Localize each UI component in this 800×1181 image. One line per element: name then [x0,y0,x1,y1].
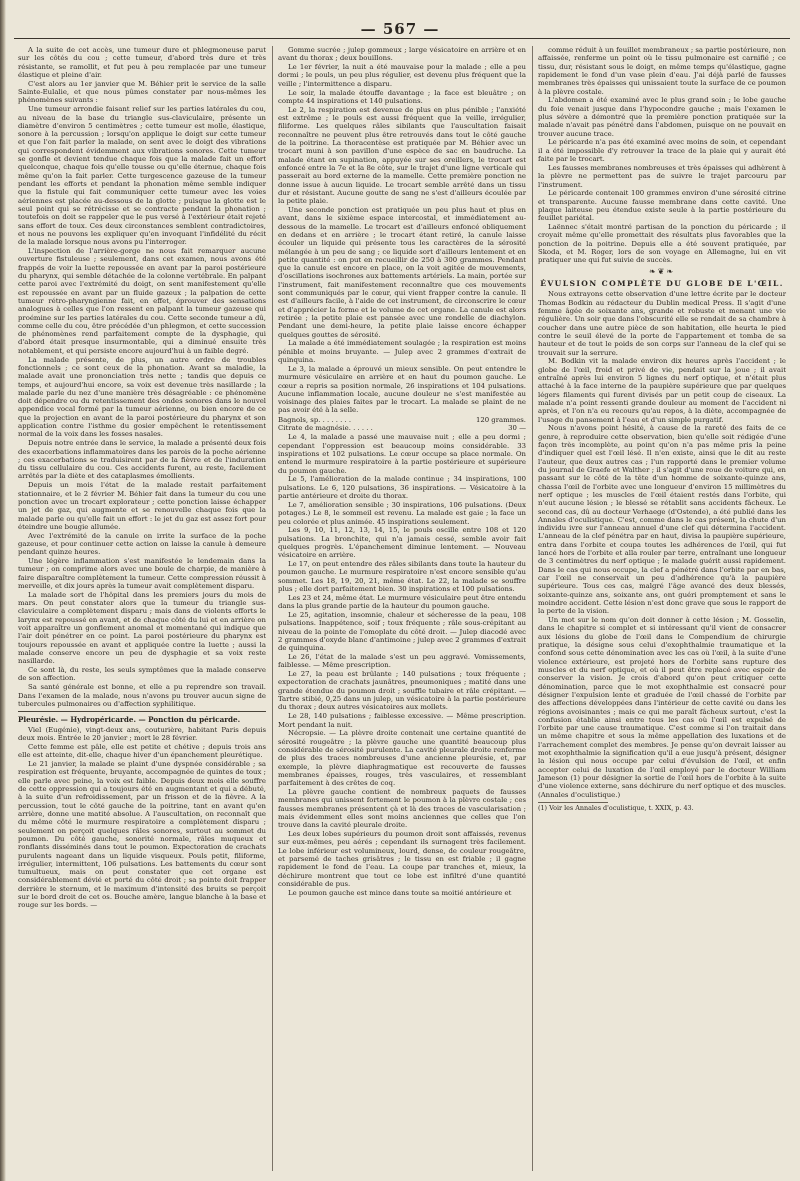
paragraph: Le 1er février, la nuit a été mauvaise pour la malade ; elle a peu dormi ; le pouls, un peu plus régulier, est devenu plus fréquent que la veille ; l'intermittence a disparu. [278,63,526,88]
header-rule [14,38,790,39]
paragraph: Le 4, la malade a passé une mauvaise nuit ; elle a peu dormi ; cependant l'oppression est beaucoup moins considérable. 33 inspirations et 102 pulsations. Le cœur occupe sa place normale. On entend le murmure respiratoire à la partie postérieure et supérieure du poumon gauche. [278,433,526,475]
paragraph: Le péricarde contenait 100 grammes environ d'une sérosité citrine et transparente. Aucune fausse membrane dans cette cavité. Une plaque laiteuse peu étendue existe seule à la partie postérieure du feuillet pariétal. [538,189,786,223]
paragraph: La malade présente, de plus, un autre ordre de troubles fonctionnels ; ce sont ceux de la phonation. Avant sa maladie, la malade avait une prononciation très nette ; tandis que depuis ce temps, et aujourd'hui encore, sa voix est devenue très nasillarde ; la malade parle du nez d'une manière très désagréable : ce phénomène doit dépendre ou du retentissement des ondes sonores dans le nouvel appendice vocal formé par la tumeur aérienne, ou bien encore de ce que la projection en avant de la paroi postérieure du pharynx et son application contre l'isthme du gosier empêchent le retentissement normal de la voix dans les fosses nasales. [18,355,266,439]
section-heading: Pleurésie. — Hydropéricarde. — Ponction du péricarde. [18,715,241,725]
paragraph: Le 5, l'amélioration de la malade continue ; 34 inspirations, 100 pulsations. Le 6, 120 pulsations, 36 inspirations. — Vésicatoire à la partie antérieure et droite du thorax. [278,475,526,501]
column-rule-1 [272,46,273,1171]
paragraph: A la suite de cet accès, une tumeur dure et phlegmoneuse parut sur les côtés du cou ; cette tumeur, d'abord très dure et très résistante, se ramollit, et fut peu à peu remplacée par une tumeur élastique et pleine d'air. [18,46,266,79]
paragraph: comme réduit à un feuillet membraneux ; sa partie postérieure, non affaissée, renferme un point où le tissu pulmonaire est carnifié ; ce tissu, dur, résistant sous le doigt, en même temps qu'élastique, gagne rapidement le fond d'un vase plein d'eau. J'ai déjà parlé de fausses membranes très épaisses qui unissaient toute la surface de ce poumon à la plèvre costale. [538,46,786,96]
paragraph: Nous n'avons point hésité, à cause de la rareté des faits de ce genre, à reproduire cette observation, bien qu'elle soit rédigée d'une façon très incomplète, au point qu'on n'a pas même pris la peine d'indiquer quel est l'œil lésé. Il n'en existe, ainsi que le dit au reste l'auteur, que deux autres cas ; l'un rapporté dans le premier volume du journal de Graefe et Walther ; il s'agit d'une roue de voiture qui, en passant sur le côté de la tête d'un homme de soixante-quinze ans, chassa l'œil de l'orbite avec une longueur d'environ 15 millimètres du nerf optique ; les muscles de l'œil étaient restés dans l'orbite, qui n'eut aucune lésion ; le blessé se rétablit sans accidents fâcheux. Le second cas, dû au docteur Verhaege (d'Ostende), a été publié dans les Annales d'oculistique. C'est, comme dans le cas présent, la chute d'un individu ivre sur l'anneau annuel d'une clef qui détermina l'accident. L'anneau de la clef pénétra par en haut, divisa la paupière supérieure, entra dans l'orbite et coupa toutes les adhérences de l'œil, qui fut lancé hors de l'orbite et alla rouler par terre, entraînant une longueur de 3 centimètres du nerf optique ; le malade guérit aussi rapidement. Dans le cas qui nous occupe, la clef a pénétré dans l'orbite par en bas, car l'œil ne conservait un peu d'adhérence qu'à la paupière supérieure. Tous ces cas, malgré l'âge avancé des deux blessés, soixante-quinze ans, soixante ans, ont guéri promptement et sans le moindre accident. Cette lésion n'est donc grave que sous le rapport de la perte de la vision. [538,424,786,616]
paragraph: Le 17, on peut entendre des râles sibilants dans toute la hauteur du poumon gauche. Le murmure respiratoire n'est encore sensible qu'au sommet. Les 18, 19, 20, 21, même état. Le 22, la malade se souffre plus ; elle dort parfaitement bien. 30 inspirations et 100 pulsations. [278,560,526,593]
paragraph: Une tumeur arrondie faisant relief sur les parties latérales du cou, au niveau de la base du triangle sus-claviculaire, présente un diamètre d'environ 5 centimètres ; cette tumeur est molle, élastique, sonore à la percussion ; lorsqu'on applique le doigt sur cette tumeur et que l'on fait parler la malade, on sent avec le doigt des vibrations qui correspondent évidemment aux vibrations sonores. Cette tumeur se gonfle et devient tendue chaque fois que la malade fait un effort quelconque, chaque fois qu'elle tousse ou qu'elle éternue, chaque fois même qu'on la fait parler. Cette turgescence gazeuse de la tumeur pendant les efforts et pendant la phonation même semble indiquer que la fistule qui fait communiquer cette tumeur avec les voies aériennes est placée au-dessous de la glotte ; puisque la glotte est le seul point qui se rétrécisse et se contracte pendant la phonation ; toutefois on doit se rappeler que le pus versé à l'extérieur était rejeté sans effort de toux. Ces deux circonstances semblent contradictoires, et nous ne pouvons les expliquer qu'en invoquant l'infidélité du récit de la malade lorsque nous avons pu l'interroger. [18,105,266,247]
paragraph: Une seconde ponction est pratiquée un peu plus haut et plus en avant, dans le sixième espace intercostal, et immédiatement au-dessous de la mamelle. Le trocart est d'ailleurs enfoncé obliquement en dedans et en arrière ; le trocart étant retiré, la canule laisse écouler un liquide qui présente tous les caractères de la sérosité mélangée à un peu de sang ; ce liquide sort d'ailleurs lentement et en petite quantité : on put en recueillir de 250 à 300 grammes. Pendant que la canule est encore en place, on la voit agitée de mouvements, d'oscillations isochrones aux battements artériels. La main, portée sur l'instrument, fait manifestement reconnaître que ces mouvements sont communiqués par le cœur, qui vient frapper contre la canule. Il est d'ailleurs facile, à l'aide de cet instrument, de circonscrire le cœur et d'apprécier la forme et le volume de cet organe. La canule est alors retirée ; la petite plaie est pansée avec une rondelle de diachylon. Pendant une demi-heure, la petite plaie laisse encore échapper quelques gouttes de sérosité. [278,205,526,339]
paragraph: Cette femme est pâle, elle est petite et chétive ; depuis trois ans elle est atteinte, dit-elle, chaque hiver d'un épanchement pleurétique. [18,742,266,760]
paragraph: Le 26, l'état de la malade s'est un peu aggravé. Vomissements, faiblesse. — Même prescription. [278,653,526,670]
page-number: — 567 — [360,20,440,38]
paragraph: Les deux lobes supérieurs du poumon droit sont affaissés, revenus sur eux-mêmes, peu aérés ; cependant ils surnagent très facilement. Le lobe inférieur est volumineux, lourd, dense, de couleur rougeâtre, et parsemé de taches grisâtres ; le tissu en est friable ; il gagne rapidement le fond de l'eau. La coupe par tranches et, mieux, la déchirure montrent que tout ce lobe est infiltré d'une quantité considérable de pus. [278,830,526,888]
paragraph: L'inspection de l'arrière-gorge ne nous fait remarquer aucune ouverture fistuleuse ; seulement, dans cet examen, nous avons été frappés de voir la luette repoussée en avant par la paroi postérieure du pharynx, qui semble détachée de la colonne vertébrale. En palpant cette paroi avec l'extrémité du doigt, on sent manifestement qu'elle est repoussée en avant par un fluide gazeux ; la palpation de cette tumeur rétro-pharyngienne fait, en effet, éprouver des sensations analogues à celles que l'on ressent en palpant la tumeur gazeuse qui proémine sur les parties latérales du cou. Cette seconde tumeur a dû, comme celle du cou, être précédée d'un phlegmon, et cette succession de phénomènes rend parfaitement compte de la dysphagie, qui d'abord était presque insurmontable, qui a diminué ensuite très notablement, et qui persiste encore aujourd'hui à un faible degré. [18,247,266,355]
paragraph: Le 28, 140 pulsations ; faiblesse excessive. — Même prescription. Mort pendant la nuit. [278,712,526,729]
paragraph: Les 9, 10, 11, 12, 13, 14, 15, le pouls oscille entre 108 et 120 pulsations. La bronchite, qui n'a jamais cessé, semble avoir fait quelques progrès. L'épanchement diminue lentement. — Nouveau vésicatoire en arrière. [278,526,526,560]
paragraph: Ce sont là, du reste, les seuls symptômes que la malade conserve de son affection. [18,666,266,683]
footnote-rule [538,802,608,803]
column-rule-2 [532,46,533,1171]
article-title: ÉVULSION COMPLÈTE DU GLOBE DE L'ŒIL. [540,279,784,289]
column-1 [18,46,266,910]
paragraph: La malade a été immédiatement soulagée ; la respiration est moins pénible et moins bruyante. — Julep avec 2 grammes d'extrait de quinquina. [278,339,526,365]
column-3 [538,46,786,813]
paragraph: Le 7, amélioration sensible ; 30 inspirations, 106 pulsations. (Deux potages.) Le 8, le sommeil est revenu. La malade est gaie ; la face un peu colorée et plus animée. 45 inspirations seulement. [278,500,526,526]
prescription-qty: 120 grammes. [475,415,526,424]
footnote: (1) Voir les Annales d'oculistique, t. XXIX, p. 43. [538,803,694,812]
prescription-item: Citrate de magnésie. . . . . . [278,424,373,433]
paragraph: Le 3, la malade a éprouvé un mieux sensible. On peut entendre le murmure vésiculaire en arrière et en haut du poumon gauche. Le cœur a repris sa position normale, 26 inspirations et 104 pulsations. Aucune inflammation locale, aucune douleur ne s'est manifestée au voisinage des plaies faites par le trocart. La malade se plaint de ne pas avoir été à la selle. [278,364,526,415]
prescription-table [278,416,526,433]
paragraph: Nous extrayons cette observation d'une lettre écrite par le docteur Thomas Bodkin au rédacteur du Dublin medical Press. Il s'agit d'une femme âgée de soixante ans, grande et robuste et menant une vie régulière. Un soir que dans l'obscurité elle se rendait de sa chambre à coucher dans une autre pièce de son habitation, elle heurta le pied contre le seuil élevé de la porte de l'appartement et tomba de sa hauteur et de tout le poids de son corps sur l'anneau de la clef qui se trouvait sur la serrure. [538,290,786,357]
paragraph: La plèvre gauche contient de nombreux paquets de fausses membranes qui unissent fortement le poumon à la plèvre costale ; ces fausses membranes présentent çà et là des traces de vascularisation ; mais évidemment elles sont moins anciennes que celles que l'on trouve dans la cavité pleurale droite. [278,788,526,830]
paragraph: Le poumon gauche est mince dans toute sa moitié antérieure et [288,888,512,897]
ornament-divider: ❧❦❧ [648,266,676,276]
paragraph: Gomme sucrée ; julep gommeux ; large vésicatoire en arrière et en avant du thorax ; deux bouillons. [278,46,526,63]
paragraph: Viel (Eugénie), vingt-deux ans, couturière, habitant Paris depuis deux mois. Entrée le 20 janvier ; mort le 28 février. [18,725,266,743]
paragraph: Sa santé générale est bonne, et elle a pu reprendre son travail. Dans l'examen de la malade, nous n'avons pu trouver aucun signe de tubercules pulmonaires ou d'affection syphilitique. [18,683,266,708]
prescription-qty: 30 — [508,424,526,433]
paragraph: Le 25, agitation, insomnie, chaleur et sécheresse de la peau, 108 pulsations. Inappétence, soif ; toux fréquente ; râle sous-crépitant au niveau de la pointe de l'omoplate du côté droit. — Julep diacodé avec 2 grammes d'oxyde blanc d'antimoine ; julep avec 2 grammes d'extrait de quinquina. [278,610,526,653]
paragraph: Le 27, la peau est brûlante ; 140 pulsations ; toux fréquente ; expectoration de crachats jaunâtres, pneumoniques ; matité dans une grande étendue du poumon droit ; souffle tubaire et râle crépitant. — Tartre stibié, 0,25 dans un julep, un vésicatoire à la partie postérieure du thorax ; deux autres vésicatoires aux mollets. [278,670,526,712]
paragraph: L'abdomen a été examiné avec le plus grand soin ; le lobe gauche du foie venait jusque dans l'hypocondre gauche ; mais l'examen le plus sévère a démontré que la première ponction pratiquée sur la malade n'avait pas pénétré dans l'abdomen, puisque on ne pouvait en trouver aucune trace. [538,96,786,138]
binding-edge [0,0,6,1181]
paragraph: Depuis notre entrée dans le service, la malade a présenté deux fois des exacerbations inflammatoires dans les parois de la poche aérienne ; ces exacerbations se traduisirent par de la fièvre et de l'induration du tissu cellulaire du cou. Ces accidents furent, au reste, facilement arrêtés par la diète et des cataplasmes émollients. [18,439,266,481]
paragraph: Laënnec s'était montré partisan de la ponction du péricarde ; il croyait même qu'elle promettait des résultats plus favorables que la ponction de la poitrine. Depuis elle a été souvent pratiquée, par Skoda, et M. Roger, lors de son voyage en Allemagne, lui en vit pratiquer une qui fut suivie de succès. [538,223,786,265]
paragraph: Un mot sur le nom qu'on doit donner à cette lésion ; M. Gosselin, dans le chapitre si complet et si intéressant qu'il vient de consacrer aux lésions du globe de l'œil dans le Compendium de chirurgie pratique, la désigne sous celui d'exophthalmie traumatique et la confond sous cette dénomination avec les cas où l'œil, à la suite d'une violence extérieure, est projeté hors de l'orbite sans rupture des muscles et du nerf optique, et où il peut être replacé avec espoir de conserver la vision. Je crois d'abord qu'on peut critiquer cette dénomination, parce que le mot exophthalmie est consacré pour désigner l'expulsion lente et graduée de l'œil chassé de l'orbite par des affections développées dans l'intérieur de cette cavité ou dans les régions avoisinantes ; mais ce qui me paraît fâcheux surtout, c'est la confusion établie ainsi entre tous les cas où l'œil est expulsé de l'orbite par une cause traumatique. C'est comme si l'on traitait dans un même chapitre et sous la même appellation des luxations et de l'arrachement complet des membres. Je pense qu'on devrait laisser au mot exophthalmie la signification qu'il a eue jusqu'à présent, désigner la lésion qui nous occupe par celui d'évulsion de l'œil, et enfin accepter celui de luxation de l'œil employé par le docteur William Jameson (1) pour désigner la sortie de l'œil hors de l'orbite à la suite d'une violence externe, sans déchirure du nerf optique et des muscles. (Annales d'oculistique.) [538,616,786,799]
paragraph: Les fausses membranes nombreuses et très épaisses qui adhèrent à la plèvre ne permettent pas de suivre le trajet parcouru par l'instrument. [538,163,786,189]
paragraph: Le 2, la respiration est devenue de plus en plus pénible ; l'anxiété est extrême ; le pouls est aussi fréquent que la veille, irrégulier, filiforme. Les quelques râles sibilants que l'auscultation faisait reconnaître ne peuvent plus être retrouvés dans tout le côté gauche de la poitrine. La thoracentèse est pratiquée par M. Béhier avec un trocart muni à son pavillon d'une espèce de sac en baudruche. La malade étant en supination, appuyée sur ses oreillers, le trocart est enfoncé entre la 7e et la 8e côte, sur le trajet d'une ligne verticale qui passerait au bord externe de la mamelle. Cette première ponction ne donne issue à aucun liquide. Le trocart semble arrêté dans un tissu dur et résistant. Aucune goutte de sang ne s'est d'ailleurs écoulée par la petite plaie. [278,105,526,206]
paragraph: M. Bodkin vit la malade environ dix heures après l'accident ; le globe de l'œil, froid et privé de vie, pendait sur la joue ; il avait entraîné après lui environ 5 lignes du nerf optique, et n'était plus attaché à la face interne de la paupière supérieure que par quelques légers filaments qui furent divisés par un petit coup de ciseaux. La malade n'a point ressenti grande douleur au moment de l'accident ni après, et l'on n'a eu recours qu'au repos, à la diète, accompagnée de l'usage du pansement à l'eau et d'un simple purgatif. [538,357,786,424]
prescription-row [278,416,526,424]
column-2 [278,46,526,897]
paragraph: Une légère inflammation s'est manifestée le lendemain dans la tumeur ; on comprime alors avec une boule de charpie, de manière à faire disparaître complètement la tumeur. Cette compression réussit à merveille, et dix jours après la tumeur avait complètement disparu. [18,557,266,590]
paragraph: Nécropsie. — La plèvre droite contenait une certaine quantité de sérosité rougeâtre ; la plèvre gauche une quantité beaucoup plus considérable de sérosité purulente. La cavité pleurale droite renferme de plus des traces nombreuses d'une ancienne pleurésie, et, par exemple, la plèvre diaphragmatique est recouverte de fausses membranes épaisses, rouges, très vasculaires, et ressemblant parfaitement à des crêtes de coq. [278,729,526,788]
paragraph: Les 23 et 24, même état. Le murmure vésiculaire peut être entendu dans la plus grande partie de la hauteur du poumon gauche. [278,593,526,611]
paragraph: Depuis un mois l'état de la malade restait parfaitement stationnaire, et le 2 février M. Béhier fait dans la tumeur du cou une ponction avec un trocart explorateur ; cette ponction laisse échapper un jet de gaz, qui augmente et se renouvelle chaque fois que la malade parle ou qu'elle fait un effort : le jet du gaz est assez fort pour éteindre une bougie allumée. [18,481,266,531]
section-rule [18,711,266,712]
prescription-row [278,424,526,432]
paragraph: Le soir, la malade étouffe davantage ; la face est bleuâtre ; on compte 44 inspirations et 140 pulsations. [278,88,526,105]
paragraph: Le péricarde n'a pas été examiné avec moins de soin, et cependant il a été impossible d'y retrouver la trace de la plaie qui y aurait été faite par le trocart. [538,138,786,164]
paragraph: La malade sort de l'hôpital dans les premiers jours du mois de mars. On peut constater alors que la tumeur du triangle sus-claviculaire a complètement disparu ; mais dans de violents efforts le larynx est repoussé en avant, et de chaque côté du lui et en arrière on voit apparaître un gonflement anomal et momentané qui indique que l'air doit pénétrer en ce point. La paroi postérieure du pharynx est toujours repoussée en avant et appliquée contre la luette ; aussi la malade conserve encore un peu de dysphagie et sa voix reste nasillarde. [18,590,266,666]
paragraph: C'est alors au 1er janvier que M. Béhier prit le service de la salle Sainte-Eulalie, et que nous pûmes constater par nous-mêmes les phénomènes suivants : [18,79,266,105]
paragraph: Le 21 janvier, la malade se plaint d'une dyspnée considérable ; sa respiration est fréquente, bruyante, accompagnée de quintes de toux ; elle parle avec peine, la voix est faible. Depuis deux mois elle souffre de cette oppression qui a toujours été en augmentant et qui a débuté, à la suite d'un refroidissement, par un frisson et de la fièvre. A la percussion, tout le côté gauche de la poitrine, tant en avant qu'en arrière, donne une matité absolue. A l'auscultation, on reconnaît que du même côté le murmure respiratoire a complètement disparu ; seulement on perçoit quelques râles sonores, surtout au sommet du poumon. Du côté gauche, sonorité normale, râles muqueux et ronflants disséminés dans tout le poumon. Expectoration de crachats purulents nageant dans un liquide visqueux. Pouls petit, filiforme, irrégulier, intermittent, 106 pulsations. Les battements du cœur sont tumultueux, mais on peut constater que cet organe est considérablement dévié et porté du côté droit ; sa pointe doit frapper derrière le sternum, et le maximum d'intensité des bruits se perçoit sur le bord droit de cet os. Bouche amère, langue blanche à la base et rouge sur les bords. — [18,760,266,910]
paragraph: Avec l'extrémité de la canule on irrite la surface de la poche gazeuse, et pour continuer cette action on laisse la canule à demeure pendant quinze heures. [18,531,266,557]
prescription-item: Bagnols, sp. . . . . . . . [278,415,352,424]
